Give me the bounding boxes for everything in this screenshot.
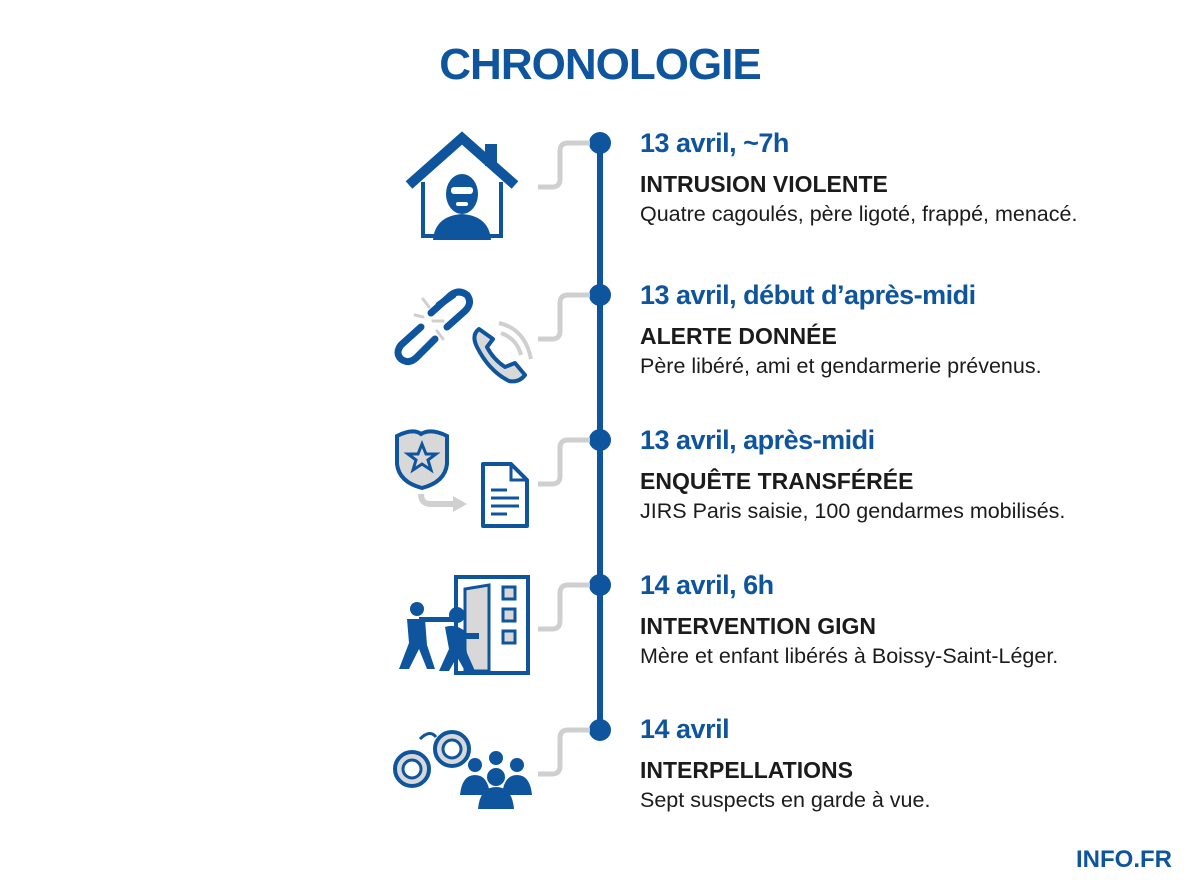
connector [530, 135, 600, 195]
event-date: 13 avril, après-midi [640, 425, 875, 455]
timeline-event [640, 714, 930, 813]
page-title: CHRONOLOGIE [439, 40, 761, 89]
event-date: 13 avril, début d’après-midi [640, 280, 976, 310]
event-date: 14 avril, 6h [640, 570, 774, 600]
event-description: JIRS Paris saisie, 100 gendarmes mobilisés. [640, 499, 1066, 523]
connector [530, 287, 600, 347]
event-date: 13 avril, ~7h [640, 128, 789, 158]
brand-logo: INFO.FR [1076, 846, 1172, 873]
event-heading: INTERVENTION GIGN [640, 613, 876, 639]
connector [530, 577, 600, 637]
handcuffs-group-icon [390, 725, 535, 811]
event-heading: ENQUÊTE TRANSFÉRÉE [640, 468, 914, 494]
tactical-team-door-icon [395, 573, 535, 675]
event-heading: INTRUSION VIOLENTE [640, 171, 888, 197]
broken-chain-phone-icon [393, 285, 533, 385]
connector [530, 722, 600, 782]
event-heading: INTERPELLATIONS [640, 757, 853, 783]
timeline-event [640, 570, 1058, 669]
event-description: Mère et enfant libérés à Boissy-Saint-Léger. [640, 644, 1059, 668]
event-description: Sept suspects en garde à vue. [640, 788, 931, 812]
connector [530, 432, 600, 492]
masked-intruder-house-icon [405, 130, 520, 242]
event-description: Père libéré, ami et gendarmerie prévenus. [640, 354, 1042, 378]
timeline-event [640, 280, 1042, 379]
event-description: Quatre cagoulés, père ligoté, frappé, menacé. [640, 202, 1078, 226]
badge-document-icon [393, 428, 533, 530]
timeline-event [640, 128, 1077, 227]
event-date: 14 avril [640, 714, 730, 744]
event-heading: ALERTE DONNÉE [640, 323, 837, 349]
timeline-event [640, 425, 1065, 524]
